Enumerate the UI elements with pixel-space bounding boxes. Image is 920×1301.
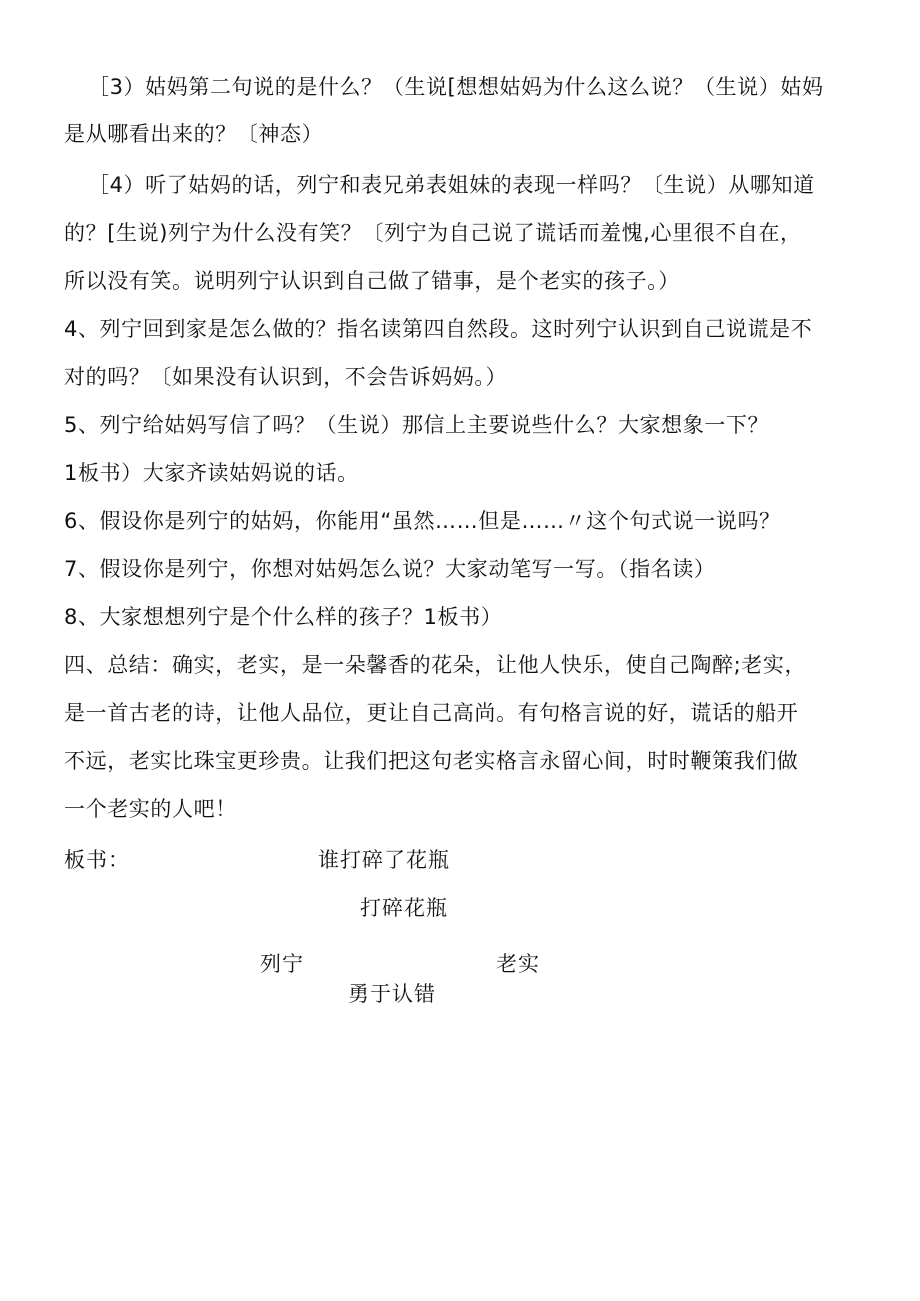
board-action: 勇于认错 <box>348 982 436 1006</box>
text-line: 5、列宁给姑妈写信了吗？（生说）那信上主要说些什么？大家想象一下？ <box>64 413 770 437</box>
text-line: 一个老实的人吧！ <box>64 797 237 821</box>
board-trait: 老实 <box>496 952 540 976</box>
text-line: 的？[生说)列宁为什么没有笑？〔列宁为自己说了谎话而羞愧,心里很不自在， <box>64 221 802 245</box>
text-line: 所以没有笑。说明列宁认识到自己做了错事，是个老实的孩子。） <box>64 269 680 293</box>
text-line: ［4）听了姑妈的话，列宁和表兄弟表姐妹的表现一样吗？〔生说）从哪知道 <box>88 173 815 197</box>
text-line: 6、假设你是列宁的姑妈，你能用“虽然……但是……〃这个句式说一说吗？ <box>64 509 781 533</box>
text-line: ［3）姑妈第二句说的是什么？（生说[想想姑妈为什么这么说？（生说）姑妈 <box>88 75 824 99</box>
board-event: 打碎花瓶 <box>360 896 448 920</box>
text-line: 是从哪看出来的？〔神态） <box>64 122 324 146</box>
board-person: 列宁 <box>260 952 304 976</box>
text-line: 7、假设你是列宁，你想对姑妈怎么说？大家动笔写一写。（指名读） <box>64 557 716 581</box>
text-line: 不远，老实比珠宝更珍贵。让我们把这句老实格言永留心间，时时鞭策我们做 <box>64 749 799 773</box>
text-line: 是一首古老的诗，让他人品位，更让自己高尚。有句格言说的好，谎话的船开 <box>64 701 799 725</box>
text-line: 1板书）大家齐读姑妈说的话。 <box>64 461 359 485</box>
text-line: 对的吗？〔如果没有认识到，不会告诉妈妈。） <box>64 365 508 389</box>
text-line: 4、列宁回到家是怎么做的？指名读第四自然段。这时列宁认识到自己说谎是不 <box>64 317 813 341</box>
text-line: 四、总结：确实，老实，是一朵馨香的花朵，让他人快乐，使自己陶醉;老实， <box>64 653 807 677</box>
text-line: 8、大家想想列宁是个什么样的孩子？1板书） <box>64 605 503 629</box>
board-title: 谁打碎了花瓶 <box>318 848 450 872</box>
board-label: 板书： <box>64 848 130 872</box>
